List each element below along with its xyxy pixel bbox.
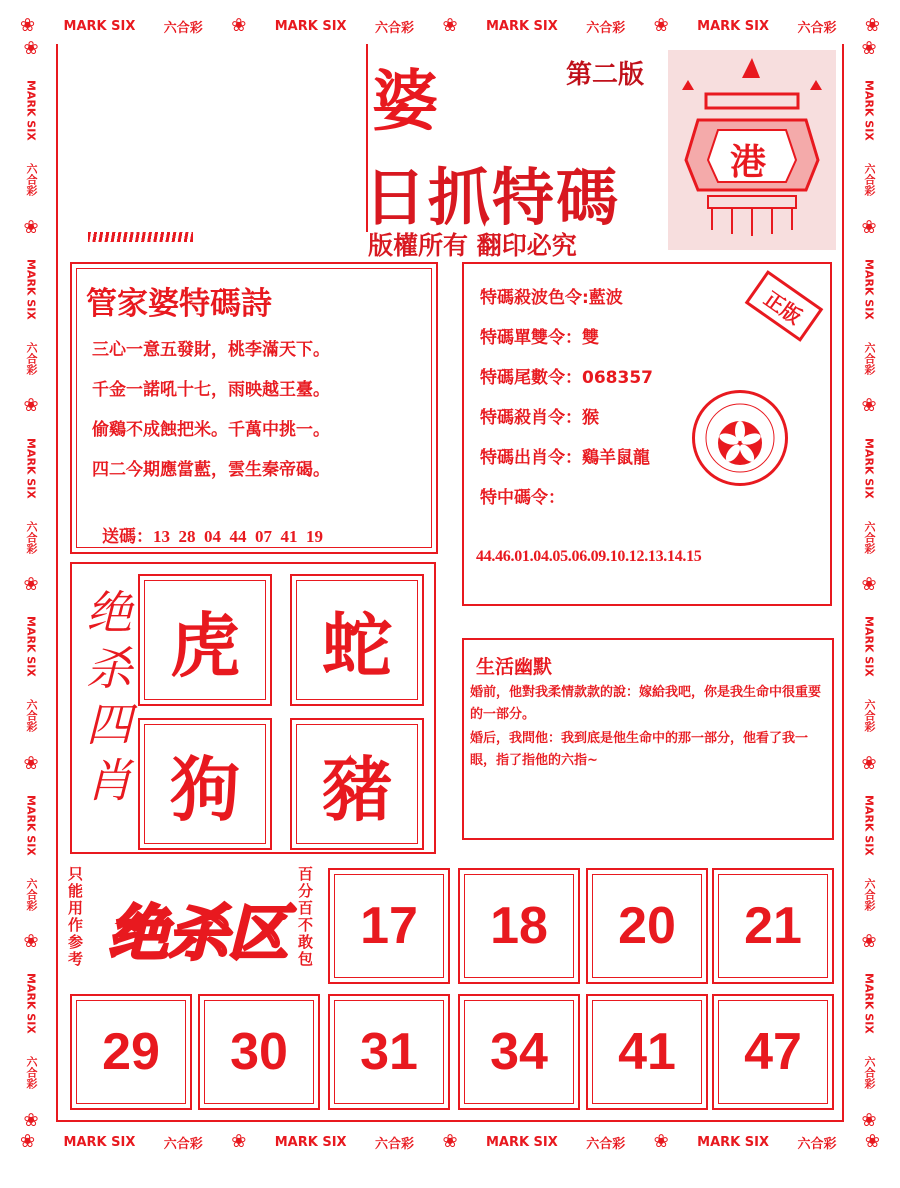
bauhinia-icon <box>695 393 785 483</box>
copyright-line: 版權所有 翻印必究 <box>368 231 577 260</box>
order-item: 特碼殺肖令：猴 <box>480 408 599 428</box>
border-logo-text: 六合彩 <box>163 20 203 36</box>
blank-header-area <box>60 44 365 232</box>
flower-icon: ❀ <box>861 216 877 238</box>
flower-icon: ❀ <box>861 1109 877 1131</box>
kill-zone-label: 绝杀区 <box>108 899 288 969</box>
send-code-numbers: 13 28 04 44 07 41 19 <box>153 527 323 546</box>
flower-icon: ❀ <box>861 395 877 417</box>
flower-icon: ❀ <box>23 931 39 953</box>
poem-box <box>70 262 438 554</box>
flower-icon: ❀ <box>861 38 877 59</box>
border-logo-text: 六合彩 <box>375 20 415 36</box>
border-logo-text: 六合彩 <box>586 20 626 36</box>
frame-right-line <box>842 44 844 1122</box>
kill-number-cell <box>458 868 580 984</box>
border-mark-text: MARK SIX <box>697 18 770 34</box>
border-logo-text: 六合彩 <box>863 1056 876 1090</box>
flower-icon: ❀ <box>20 15 36 36</box>
zodiac-frame-bottom <box>70 852 436 854</box>
border-logo-text: 六合彩 <box>375 1136 415 1152</box>
border-logo-text: 六合彩 <box>25 699 38 733</box>
kill-number: 29 <box>102 1023 160 1081</box>
kill-number: 31 <box>360 1023 418 1081</box>
frame-bottom-line <box>56 1120 844 1122</box>
order-item: 特碼出肖令：鷄羊鼠龍 <box>480 448 650 468</box>
border-mark-text: MARK SIX <box>24 258 38 320</box>
flower-icon: ❀ <box>442 15 458 36</box>
kill-number-cell <box>458 994 580 1110</box>
kill-number-cell <box>328 994 450 1110</box>
flower-icon: ❀ <box>861 752 877 774</box>
flower-icon: ❀ <box>864 1131 880 1152</box>
border-mark-text: MARK SIX <box>862 794 876 856</box>
poem-heading: 管家婆特碼詩 <box>86 286 272 322</box>
poem-line: 三心一意五發財，桃李滿天下。 <box>92 340 330 360</box>
border-mark-text: MARK SIX <box>24 973 38 1035</box>
kill-number-cell <box>198 994 320 1110</box>
guarantee-note: 百分百不敢包 <box>296 866 314 968</box>
border-logo-text: 六合彩 <box>863 163 876 197</box>
flower-icon: ❀ <box>864 15 880 36</box>
brush-mark <box>88 232 193 242</box>
flower-icon: ❀ <box>23 216 39 238</box>
zodiac-cell <box>138 718 272 850</box>
kill-number: 41 <box>618 1023 676 1081</box>
emblem-char: 港 <box>730 142 767 183</box>
flower-icon: ❀ <box>23 573 39 595</box>
border-mark-text: MARK SIX <box>63 1134 136 1150</box>
hk-emblem <box>668 50 836 250</box>
reference-note: 只能用作参考 <box>66 866 84 968</box>
zodiac-animal: 蛇 <box>322 604 392 687</box>
top-border <box>20 14 880 38</box>
kill-number: 34 <box>490 1023 548 1081</box>
flower-icon: ❀ <box>231 15 247 36</box>
order-item: 特碼殺波色令:藍波 <box>480 288 623 308</box>
border-mark-text: MARK SIX <box>24 616 38 677</box>
border-mark-text: MARK SIX <box>24 437 38 499</box>
border-mark-text: MARK SIX <box>274 1134 347 1150</box>
border-mark-text: MARK SIX <box>697 1134 770 1150</box>
kill-four-signs-text: 绝杀四肖 <box>79 588 133 812</box>
border-mark-text: MARK SIX <box>862 437 876 499</box>
border-logo-text: 六合彩 <box>25 1056 38 1090</box>
zodiac-cell <box>138 574 272 706</box>
border-mark-text: MARK SIX <box>862 258 876 320</box>
flower-icon: ❀ <box>861 573 877 595</box>
flower-icon: ❀ <box>653 1131 669 1152</box>
flower-icon: ❀ <box>23 395 39 417</box>
special-numbers: 44.46.01.04.05.06.09.10.12.13.14.15 <box>476 548 702 565</box>
kill-zone-label-area <box>104 870 290 978</box>
border-mark-text: MARK SIX <box>24 794 38 856</box>
kill-number-cell <box>712 868 834 984</box>
poem-line: 偷鷄不成蝕把米。千萬中挑一。 <box>92 420 330 440</box>
humor-p1: 婚前，他對我柔情款款的說：嫁給我吧，你是我生命中很重要的一部分。 <box>470 685 822 722</box>
border-mark-text: MARK SIX <box>24 80 38 142</box>
kill-number-cell <box>328 868 450 984</box>
left-border <box>16 40 46 1130</box>
kill-number: 18 <box>490 897 548 955</box>
hk-seal <box>692 390 788 486</box>
kill-number: 21 <box>744 897 802 955</box>
title-char: 婆 <box>372 63 438 140</box>
flower-icon: ❀ <box>23 1109 39 1131</box>
zodiac-animal: 豬 <box>322 748 392 831</box>
frame-left-line <box>56 44 58 1122</box>
kill-number-cell <box>70 994 192 1110</box>
border-logo-text: 六合彩 <box>797 20 837 36</box>
order-item: 特碼尾數令：068357 <box>480 368 653 388</box>
zodiac-cell <box>290 718 424 850</box>
flower-icon: ❀ <box>23 38 39 59</box>
kill-number: 20 <box>618 897 676 955</box>
flower-icon: ❀ <box>20 1131 36 1152</box>
humor-heading: 生活幽默 <box>476 656 553 678</box>
poem-line: 千金一諾吼十七，雨映越王臺。 <box>92 380 330 400</box>
border-mark-text: MARK SIX <box>274 18 347 34</box>
send-code-line <box>102 522 323 547</box>
border-mark-text: MARK SIX <box>862 616 876 677</box>
flower-icon: ❀ <box>442 1131 458 1152</box>
border-mark-text: MARK SIX <box>862 973 876 1035</box>
border-logo-text: 六合彩 <box>863 877 876 911</box>
border-logo-text: 六合彩 <box>586 1136 626 1152</box>
zodiac-frame-right <box>434 562 436 852</box>
zodiac-animal: 虎 <box>170 604 240 687</box>
zodiac-cell <box>290 574 424 706</box>
border-logo-text: 六合彩 <box>25 163 38 197</box>
border-mark-text: MARK SIX <box>862 80 876 142</box>
zodiac-animal: 狗 <box>170 748 240 831</box>
headline: 日抓特碼 <box>364 161 621 234</box>
kill-number-cell <box>712 994 834 1110</box>
send-code-label: 送碼： <box>102 527 153 547</box>
bottom-border <box>20 1130 880 1154</box>
border-logo-text: 六合彩 <box>797 1136 837 1152</box>
right-border <box>854 40 884 1130</box>
border-mark-text: MARK SIX <box>63 18 136 34</box>
border-logo-text: 六合彩 <box>863 520 876 554</box>
humor-p2: 婚后，我問他：我到底是他生命中的那一部分，他看了我一眼，指了指他的六指~ <box>470 731 809 768</box>
flower-icon: ❀ <box>653 15 669 36</box>
genuine-stamp: 正版 <box>745 270 824 342</box>
border-mark-text: MARK SIX <box>485 1134 558 1150</box>
kill-number-cell <box>586 868 708 984</box>
border-logo-text: 六合彩 <box>863 699 876 733</box>
border-logo-text: 六合彩 <box>863 341 876 375</box>
poem-lines <box>92 330 432 490</box>
border-logo-text: 六合彩 <box>25 877 38 911</box>
order-item: 特中碼令： <box>480 488 565 508</box>
flower-icon: ❀ <box>231 1131 247 1152</box>
flower-icon: ❀ <box>23 752 39 774</box>
kill-number: 30 <box>230 1023 288 1081</box>
orders-box <box>462 262 832 606</box>
kill-number: 17 <box>360 897 418 955</box>
border-mark-text: MARK SIX <box>485 18 558 34</box>
humor-box <box>462 638 834 840</box>
flower-icon: ❀ <box>861 931 877 953</box>
border-logo-text: 六合彩 <box>163 1136 203 1152</box>
edition-label: 第二版 <box>566 60 645 90</box>
order-item: 特碼單雙令：雙 <box>480 328 599 348</box>
kill-number-cell <box>586 994 708 1110</box>
kill-number: 47 <box>744 1023 802 1081</box>
border-logo-text: 六合彩 <box>25 520 38 554</box>
border-logo-text: 六合彩 <box>25 341 38 375</box>
poem-line: 四二今期應當藍，雲生秦帝碣。 <box>92 460 330 480</box>
